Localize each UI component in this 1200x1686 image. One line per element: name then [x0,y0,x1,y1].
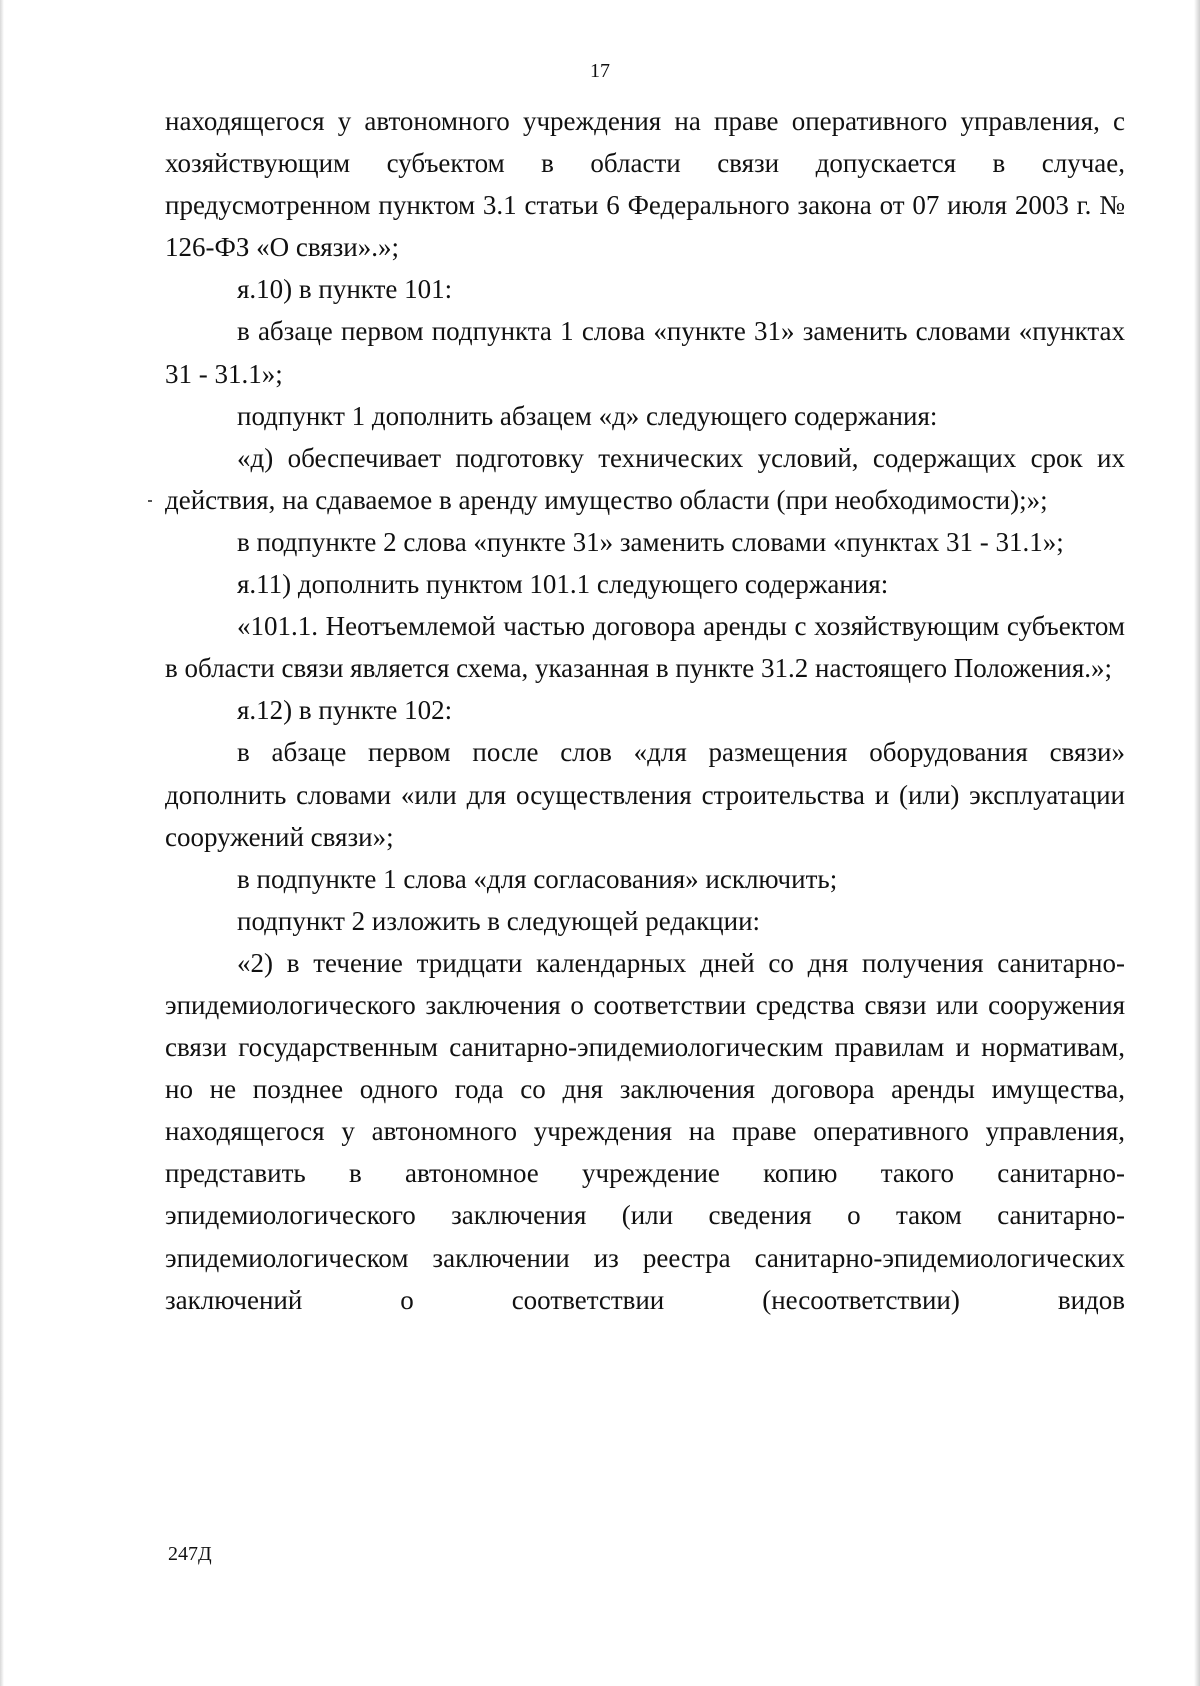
paragraph-item-ya11: я.11) дополнить пунктом 101.1 следующего содержания: [237,569,889,600]
paragraph: в абзаце первом после слов «для размещения оборудования связи» дополнить словами «или для осуществления строительства и (или) эксплуатации сооружений связи»; [165,737,1125,852]
paragraph: в абзаце первом подпункта 1 слова «пункте 31» заменить словами «пунктах 31 - 31.1»; [165,316,1125,389]
paragraph-quote-101-1: «101.1. Неотъемлемой частью договора аренды с хозяйствующим субъектом в области связи является схема, указанная в пункте 31.2 настоящего Положения.»; [165,611,1125,684]
paragraph-quote-2: «2) в течение тридцати календарных дней со дня получения санитарно-эпидемиологического заключения о соответствии средства связи или сооружения связи государственным санитарно-эпидемиологическим правилам и нормативам, но не позднее одного года со дня заключения договора аренды имущества, находящегося у автономного учреждения на праве оперативного управления, представить в автономное учреждение копию такого санитарно-эпидемиологического заключения (или сведения о таком санитарно-эпидемиологическом заключении из реестра санитарно-эпидемиологических заключений о соответствии (несоответствии) видов [165,947,1125,1315]
paragraph: в подпункте 2 слова «пункте 31» заменить словами «пунктах 31 - 31.1»; [237,526,1064,557]
scan-edge-right [1194,0,1200,1686]
paragraph-continuation: находящегося у автономного учреждения на праве оперативного управления, с хозяйствующим субъектом в области связи допускается в случае, предусмотренном пунктом 3.1 статьи 6 Федерального закона от 07 июля 2003 г. № 126-ФЗ «О связи».»; [165,106,1125,263]
page-number: 17 [590,60,610,82]
paragraph-item-ya10: я.10) в пункте 101: [237,274,453,305]
paragraph: в подпункте 1 слова «для согласования» исключить; [237,863,838,894]
paragraph: подпункт 2 изложить в следующей редакции: [237,905,761,936]
paragraph-item-ya12: я.12) в пункте 102: [237,695,453,726]
paragraph-quote-d: «д) обеспечивает подготовку технических условий, содержащих срок их действия, на сдаваемое в аренду имущество области (при необходимости);»; [165,442,1125,515]
document-code: 247Д [168,1543,212,1565]
document-body [165,100,1125,1321]
paragraph: подпункт 1 дополнить абзацем «д» следующего содержания: [237,400,938,431]
scan-artifact [148,500,152,502]
scan-edge-left [0,0,4,1686]
